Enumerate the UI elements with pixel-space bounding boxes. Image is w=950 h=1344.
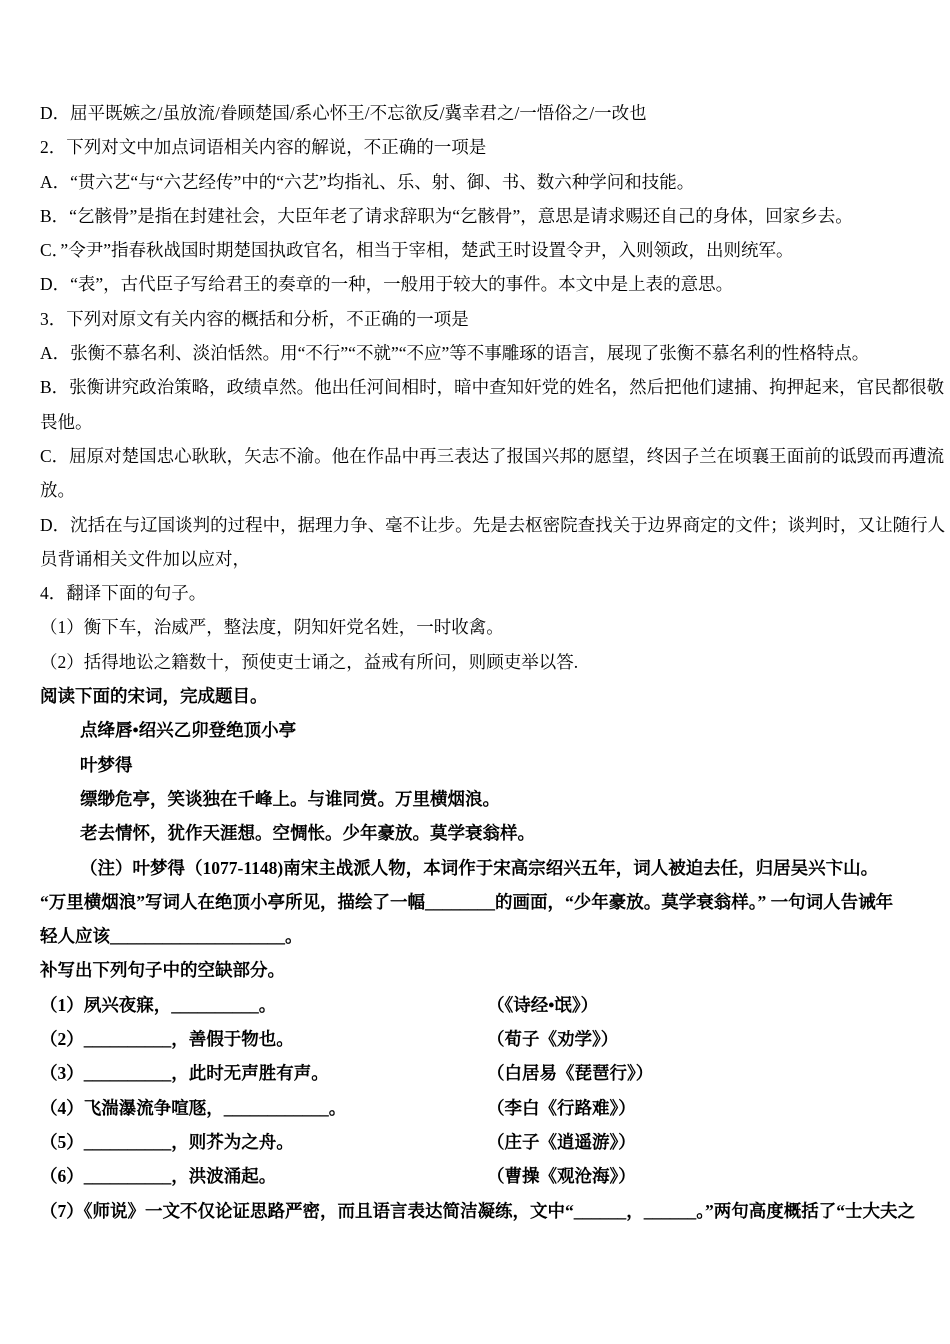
line-text: B．“乞骸骨”是指在封建社会，大臣年老了请求辞职为“乞骸骨”，意思是请求赐还自己的身体，回家乡去。 bbox=[40, 205, 853, 226]
exam-text-content bbox=[40, 96, 945, 1228]
line-text: 3．下列对原文有关内容的概括和分析，不正确的一项是 bbox=[40, 308, 469, 329]
line-text: （6）__________，洪波涌起。 bbox=[40, 1166, 277, 1187]
line-text: 叶梦得 bbox=[80, 754, 133, 775]
line-text: D．沈括在与辽国谈判的过程中，据理力争、毫不让步。先是去枢密院查找关于边界商定的文件；谈判时，又让随行人 bbox=[40, 514, 946, 535]
line-text: 缥缈危亭，笑谈独在千峰上。与谁同赏。万里横烟浪。 bbox=[80, 788, 500, 809]
text-line bbox=[40, 919, 945, 953]
text-line bbox=[40, 267, 945, 301]
text-line bbox=[40, 1159, 945, 1193]
source-reference: （曹操《观沧海》） bbox=[487, 1166, 636, 1187]
line-text: “万里横烟浪”写词人在绝顶小亭所见，描绘了一幅________的画面，“少年豪放。莫学衰翁样。” 一句词人告诫年 bbox=[40, 891, 894, 912]
line-text: （2）__________，善假于物也。 bbox=[40, 1029, 294, 1050]
source-reference: （庄子《逍遥游》） bbox=[487, 1131, 636, 1152]
line-text: 放。 bbox=[40, 480, 75, 501]
text-line bbox=[40, 1056, 945, 1090]
line-text: 员背诵相关文件加以应对， bbox=[40, 548, 250, 569]
text-line bbox=[40, 953, 945, 987]
line-text: D．“表”，古代臣子写给君王的奏章的一种，一般用于较大的事件。本文中是上表的意思。 bbox=[40, 274, 734, 295]
line-text: B．张衡讲究政治策略，政绩卓然。他出任河间相时，暗中查知奸党的姓名，然后把他们逮捕、拘押起来，官民都很敬 bbox=[40, 377, 945, 398]
line-text: 轻人应该____________________。 bbox=[40, 926, 303, 947]
line-text: 2．下列对文中加点词语相关内容的解说，不正确的一项是 bbox=[40, 137, 487, 158]
text-line bbox=[40, 199, 945, 233]
text-line bbox=[40, 1022, 945, 1056]
line-text: 老去情怀，犹作天涯想。空惆怅。少年豪放。莫学衰翁样。 bbox=[80, 823, 535, 844]
source-reference: （荀子《劝学》） bbox=[487, 1029, 619, 1050]
text-line bbox=[40, 336, 945, 370]
text-line bbox=[40, 439, 945, 473]
line-text: 点绛唇•绍兴乙卯登绝顶小亭 bbox=[80, 720, 297, 741]
text-line bbox=[40, 988, 945, 1022]
text-line bbox=[40, 370, 945, 404]
line-text: A．“贯六艺“与“六艺经传”中的“六艺”均指礼、乐、射、御、书、数六种学问和技能。 bbox=[40, 171, 695, 192]
text-line bbox=[40, 542, 945, 576]
text-line bbox=[40, 473, 945, 507]
source-reference: （李白《行路难》） bbox=[487, 1097, 636, 1118]
text-line bbox=[40, 885, 945, 919]
text-line bbox=[40, 405, 945, 439]
text-line bbox=[40, 713, 945, 747]
source-reference: （《诗经•氓》） bbox=[487, 994, 599, 1015]
line-text: （1）夙兴夜寐，__________。 bbox=[40, 994, 277, 1015]
line-text: （注）叶梦得（1077-1148)南宋主战派人物，本词作于宋高宗绍兴五年，词人被迫去任，归居吴兴卞山。 bbox=[80, 857, 879, 878]
line-text: D．屈平既嫉之/虽放流/眷顾楚国/系心怀王/不忘欲反/冀幸君之/一悟俗之/一改也 bbox=[40, 103, 647, 123]
source-reference: （白居易《琵琶行》） bbox=[487, 1063, 654, 1084]
text-line bbox=[40, 1194, 945, 1228]
text-line bbox=[40, 851, 945, 885]
text-line bbox=[40, 130, 945, 164]
text-line bbox=[40, 645, 945, 679]
line-text: C．屈原对楚国忠心耿耿，矢志不渝。他在作品中再三表达了报国兴邦的愿望，终因子兰在顷襄王面前的诋毁而再遭流 bbox=[40, 445, 945, 466]
text-line bbox=[40, 576, 945, 610]
line-text: 4．翻译下面的句子。 bbox=[40, 583, 207, 604]
line-text: （3）__________，此时无声胜有声。 bbox=[40, 1063, 329, 1084]
text-line bbox=[40, 96, 945, 130]
text-line bbox=[40, 610, 945, 644]
line-text: 畏他。 bbox=[40, 411, 93, 432]
line-text: 阅读下面的宋词，完成题目。 bbox=[40, 686, 268, 707]
line-text: （5）__________，则芥为之舟。 bbox=[40, 1131, 294, 1152]
text-line bbox=[40, 782, 945, 816]
text-line bbox=[40, 1125, 945, 1159]
line-text: （2）括得地讼之籍数十，预使吏士诵之，益戒有所问，则顾吏举以答. bbox=[40, 651, 579, 672]
text-line bbox=[40, 679, 945, 713]
text-line bbox=[40, 233, 945, 267]
line-text: （7）《师说》一文不仅论证思路严密，而且语言表达简洁凝练，文中“______，______。”两句高度概括了“士大夫之 bbox=[40, 1200, 915, 1221]
line-text: （1）衡下车，治威严，整法度，阴知奸党名姓，一时收禽。 bbox=[40, 617, 504, 638]
text-line bbox=[40, 816, 945, 850]
text-line bbox=[40, 165, 945, 199]
text-line bbox=[40, 508, 945, 542]
text-line bbox=[40, 1091, 945, 1125]
text-line bbox=[40, 748, 945, 782]
line-text: （4）飞湍瀑流争喧豗，____________。 bbox=[40, 1097, 347, 1118]
text-line bbox=[40, 302, 945, 336]
line-text: 补写出下列句子中的空缺部分。 bbox=[40, 960, 285, 981]
line-text: C．”令尹”指春秋战国时期楚国执政官名，相当于宰相，楚武王时设置令尹，入则领政，出则统军。 bbox=[40, 240, 794, 261]
line-text: A．张衡不慕名利、淡泊恬然。用“不行”“不就”“不应”等不事雕琢的语言，展现了张衡不慕名利的性格特点。 bbox=[40, 343, 870, 364]
